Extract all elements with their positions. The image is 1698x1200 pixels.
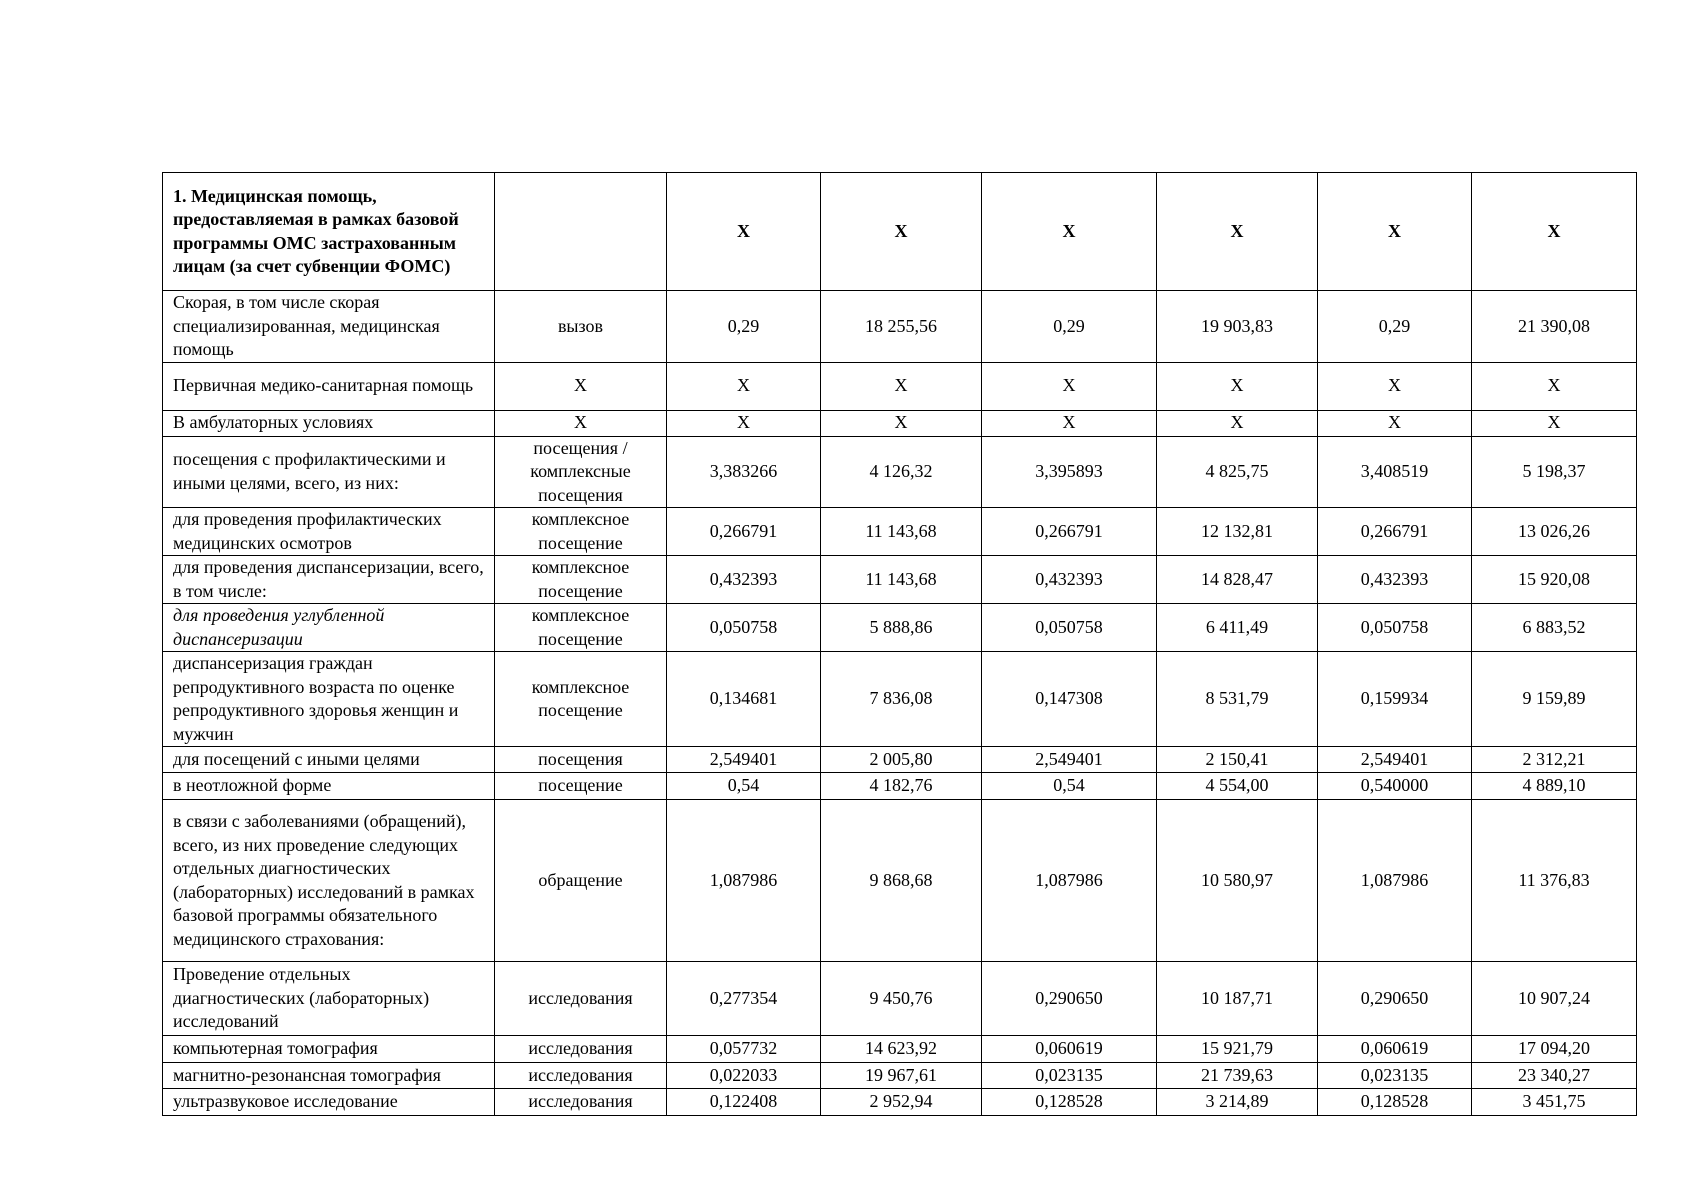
value-cell: 0,023135 (1318, 1063, 1472, 1089)
value-cell: 4 126,32 (821, 436, 982, 508)
value-cell: 2 312,21 (1472, 747, 1637, 773)
unit-cell: исследования (495, 1063, 667, 1089)
value-cell: 9 159,89 (1472, 652, 1637, 747)
value-cell: 10 580,97 (1157, 800, 1318, 962)
value-cell: X (1318, 173, 1472, 291)
value-cell: 2,549401 (982, 747, 1157, 773)
table-row (163, 508, 1637, 556)
row-label: для проведения диспансеризации, всего, в том числе: (163, 556, 495, 604)
value-cell: X (1318, 362, 1472, 410)
value-cell: X (821, 173, 982, 291)
value-cell: X (982, 173, 1157, 291)
value-cell: 0,134681 (667, 652, 821, 747)
value-cell: 0,060619 (1318, 1036, 1472, 1063)
value-cell: X (982, 410, 1157, 436)
value-cell: 0,128528 (982, 1089, 1157, 1116)
value-cell: 1,087986 (1318, 800, 1472, 962)
value-cell: 0,290650 (1318, 962, 1472, 1036)
value-cell: 0,540000 (1318, 773, 1472, 800)
value-cell: 3,408519 (1318, 436, 1472, 508)
value-cell: X (1472, 173, 1637, 291)
value-cell: 0,266791 (667, 508, 821, 556)
value-cell: 11 376,83 (1472, 800, 1637, 962)
value-cell: 21 739,63 (1157, 1063, 1318, 1089)
value-cell: X (821, 362, 982, 410)
row-label: магнитно-резонансная томография (163, 1063, 495, 1089)
value-cell: X (1157, 410, 1318, 436)
value-cell: 8 531,79 (1157, 652, 1318, 747)
value-cell: 3,395893 (982, 436, 1157, 508)
value-cell: 23 340,27 (1472, 1063, 1637, 1089)
value-cell: 4 182,76 (821, 773, 982, 800)
unit-cell: посещение (495, 773, 667, 800)
value-cell: 11 143,68 (821, 556, 982, 604)
value-cell: 6 411,49 (1157, 604, 1318, 652)
value-cell: 2 150,41 (1157, 747, 1318, 773)
row-label: для проведения углубленной диспансеризации (163, 604, 495, 652)
table-row (163, 800, 1637, 962)
value-cell: 5 888,86 (821, 604, 982, 652)
unit-cell: X (495, 410, 667, 436)
unit-cell: комплексное посещение (495, 556, 667, 604)
table-row (163, 747, 1637, 773)
table-row (163, 556, 1637, 604)
unit-cell: вызов (495, 291, 667, 363)
row-label: Проведение отдельных диагностических (лабораторных) исследований (163, 962, 495, 1036)
value-cell: 1,087986 (667, 800, 821, 962)
value-cell: 10 907,24 (1472, 962, 1637, 1036)
value-cell: 2,549401 (1318, 747, 1472, 773)
value-cell: 19 967,61 (821, 1063, 982, 1089)
value-cell: X (1472, 362, 1637, 410)
value-cell: 15 921,79 (1157, 1036, 1318, 1063)
table-row (163, 410, 1637, 436)
table-row (163, 1063, 1637, 1089)
value-cell: 0,050758 (1318, 604, 1472, 652)
value-cell: 9 868,68 (821, 800, 982, 962)
row-label: посещения с профилактическими и иными целями, всего, из них: (163, 436, 495, 508)
unit-cell: исследования (495, 962, 667, 1036)
unit-cell: исследования (495, 1036, 667, 1063)
table-row (163, 173, 1637, 291)
value-cell: 14 623,92 (821, 1036, 982, 1063)
value-cell: 0,432393 (667, 556, 821, 604)
unit-cell: обращение (495, 800, 667, 962)
row-label: в связи с заболеваниями (обращений), всего, из них проведение следующих отдельных диагностических (лабораторных) исследований в рамках базовой программы обязательного медицинского страхования: (163, 800, 495, 962)
value-cell: X (1157, 362, 1318, 410)
value-cell: X (667, 410, 821, 436)
value-cell: 0,128528 (1318, 1089, 1472, 1116)
table-row (163, 1036, 1637, 1063)
value-cell: 0,057732 (667, 1036, 821, 1063)
value-cell: 0,29 (1318, 291, 1472, 363)
unit-cell (495, 173, 667, 291)
value-cell: 1,087986 (982, 800, 1157, 962)
row-label: диспансеризация граждан репродуктивного возраста по оценке репродуктивного здоровья женщин и мужчин (163, 652, 495, 747)
row-label: Скорая, в том числе скорая специализированная, медицинская помощь (163, 291, 495, 363)
value-cell: 0,54 (982, 773, 1157, 800)
value-cell: 11 143,68 (821, 508, 982, 556)
value-cell: 17 094,20 (1472, 1036, 1637, 1063)
value-cell: 2 952,94 (821, 1089, 982, 1116)
value-cell: X (1318, 410, 1472, 436)
unit-cell: комплексное посещение (495, 604, 667, 652)
value-cell: 0,122408 (667, 1089, 821, 1116)
value-cell: 0,432393 (982, 556, 1157, 604)
table-row (163, 962, 1637, 1036)
value-cell: X (1157, 173, 1318, 291)
value-cell: 4 825,75 (1157, 436, 1318, 508)
unit-cell: X (495, 362, 667, 410)
row-label: Первичная медико-санитарная помощь (163, 362, 495, 410)
value-cell: 7 836,08 (821, 652, 982, 747)
value-cell: 21 390,08 (1472, 291, 1637, 363)
value-cell: 0,266791 (982, 508, 1157, 556)
table-row (163, 773, 1637, 800)
value-cell: 0,022033 (667, 1063, 821, 1089)
value-cell: 9 450,76 (821, 962, 982, 1036)
row-label: 1. Медицинская помощь, предоставляемая в рамках базовой программы ОМС застрахованным лицам (за счет субвенции ФОМС) (163, 173, 495, 291)
value-cell: 2 005,80 (821, 747, 982, 773)
value-cell: 0,159934 (1318, 652, 1472, 747)
value-cell: 0,29 (667, 291, 821, 363)
table-row (163, 291, 1637, 363)
row-label: компьютерная томография (163, 1036, 495, 1063)
table-row (163, 436, 1637, 508)
value-cell: 10 187,71 (1157, 962, 1318, 1036)
value-cell: 0,54 (667, 773, 821, 800)
value-cell: 0,147308 (982, 652, 1157, 747)
table-body (163, 173, 1637, 1116)
value-cell: 3,383266 (667, 436, 821, 508)
unit-cell: посещения / комплексные посещения (495, 436, 667, 508)
value-cell: 0,023135 (982, 1063, 1157, 1089)
value-cell: 0,29 (982, 291, 1157, 363)
value-cell: 6 883,52 (1472, 604, 1637, 652)
row-label: ультразвуковое исследование (163, 1089, 495, 1116)
value-cell: 0,060619 (982, 1036, 1157, 1063)
value-cell: 0,050758 (667, 604, 821, 652)
value-cell: 0,277354 (667, 962, 821, 1036)
value-cell: X (1472, 410, 1637, 436)
table-row (163, 604, 1637, 652)
unit-cell: комплексное посещение (495, 508, 667, 556)
value-cell: 0,290650 (982, 962, 1157, 1036)
value-cell: 0,432393 (1318, 556, 1472, 604)
value-cell: X (821, 410, 982, 436)
value-cell: 12 132,81 (1157, 508, 1318, 556)
unit-cell: посещения (495, 747, 667, 773)
value-cell: 13 026,26 (1472, 508, 1637, 556)
value-cell: 5 198,37 (1472, 436, 1637, 508)
data-table (162, 172, 1637, 1116)
value-cell: 14 828,47 (1157, 556, 1318, 604)
row-label: в неотложной форме (163, 773, 495, 800)
value-cell: 3 451,75 (1472, 1089, 1637, 1116)
table-row (163, 652, 1637, 747)
table-row (163, 1089, 1637, 1116)
value-cell: 19 903,83 (1157, 291, 1318, 363)
value-cell: X (667, 173, 821, 291)
value-cell: 18 255,56 (821, 291, 982, 363)
value-cell: 0,266791 (1318, 508, 1472, 556)
unit-cell: исследования (495, 1089, 667, 1116)
value-cell: 0,050758 (982, 604, 1157, 652)
row-label: для проведения профилактических медицинских осмотров (163, 508, 495, 556)
value-cell: 4 889,10 (1472, 773, 1637, 800)
value-cell: 3 214,89 (1157, 1089, 1318, 1116)
value-cell: 15 920,08 (1472, 556, 1637, 604)
value-cell: X (667, 362, 821, 410)
row-label: для посещений с иными целями (163, 747, 495, 773)
value-cell: 2,549401 (667, 747, 821, 773)
value-cell: X (982, 362, 1157, 410)
row-label: В амбулаторных условиях (163, 410, 495, 436)
table-row (163, 362, 1637, 410)
value-cell: 4 554,00 (1157, 773, 1318, 800)
unit-cell: комплексное посещение (495, 652, 667, 747)
